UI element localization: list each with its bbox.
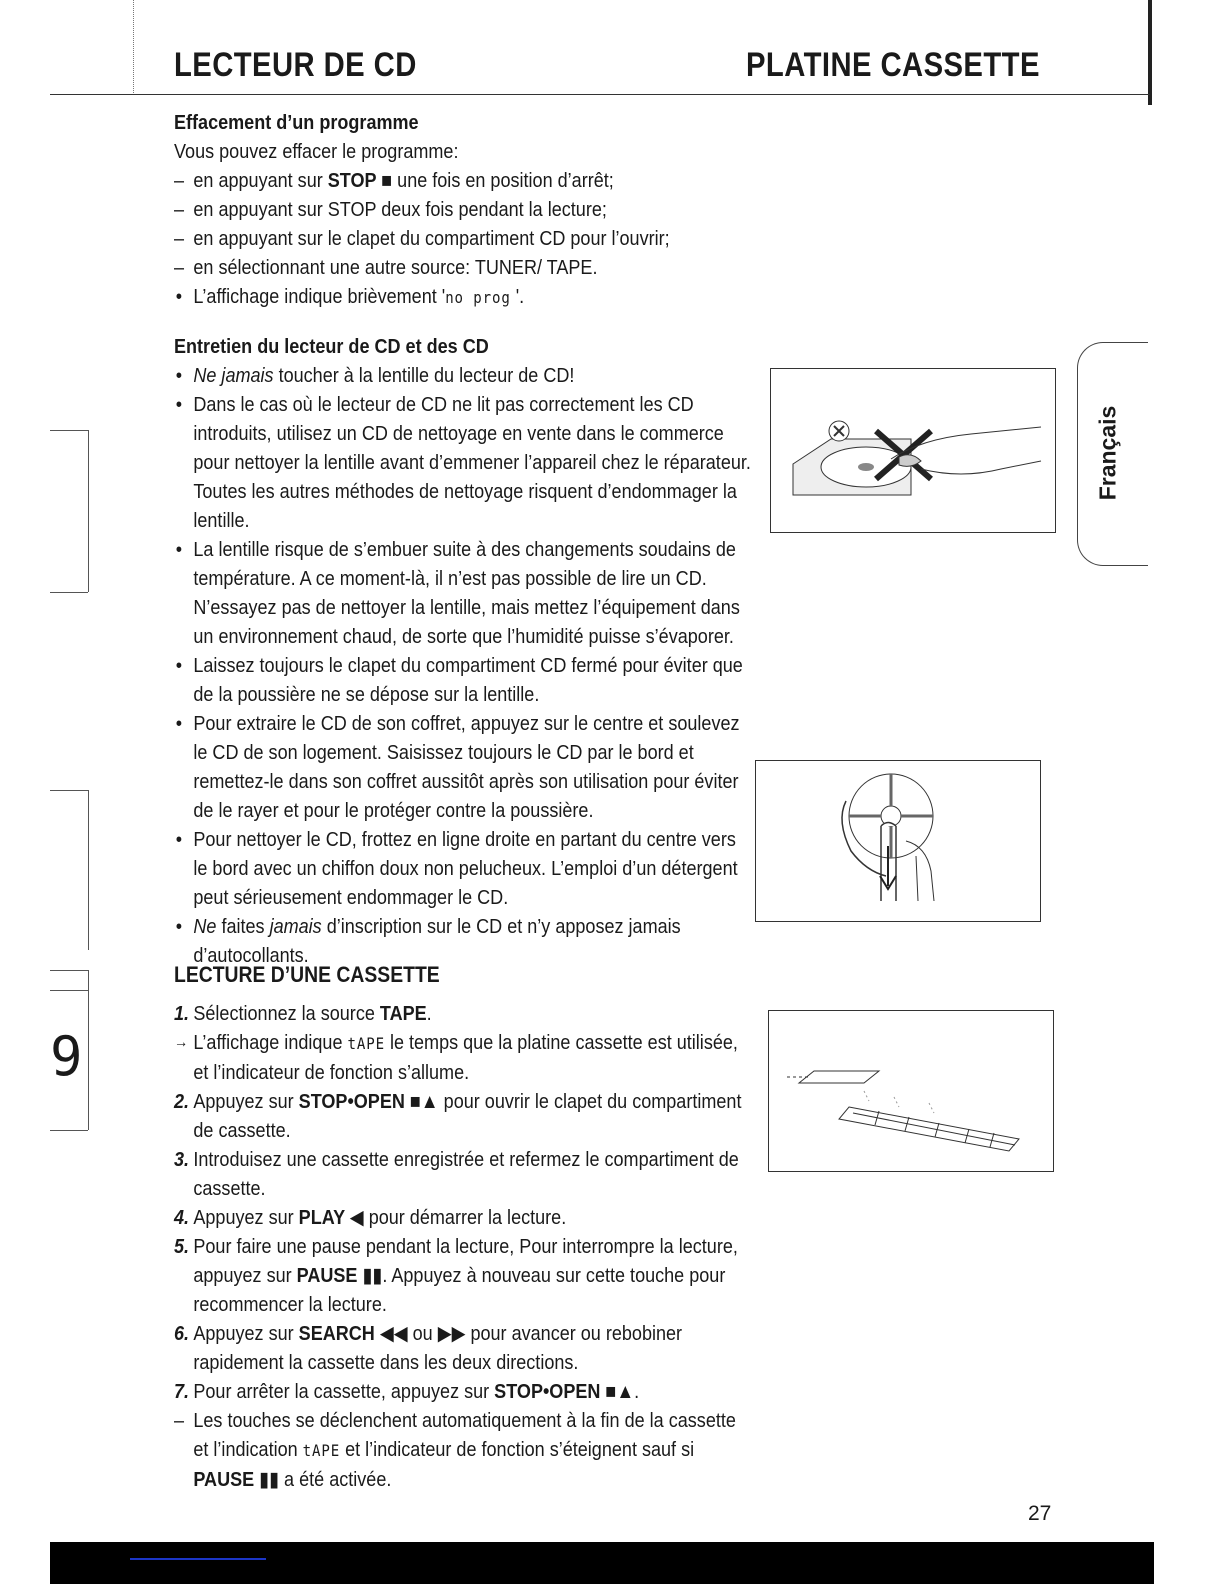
section-title-cassette: PLATINE CASSETTE — [746, 46, 1040, 84]
margin-rule — [50, 990, 88, 991]
bottom-scan-edge — [50, 1542, 1154, 1584]
section-number: 9 — [50, 1025, 83, 1088]
list-item: • Pour nettoyer le CD, frottez en ligne droite en partant du centre vers le bord avec un chiffon doux non pelucheux. L’emploi d’un détergent peut sérieusement endommager le CD. — [174, 825, 755, 912]
page-edge — [1148, 0, 1152, 105]
maintenance-heading: Entretien du lecteur de CD et des CD — [174, 335, 489, 358]
margin-bracket — [50, 430, 89, 592]
step-item: 1. Sélectionnez la source TAPE. — [174, 1002, 432, 1025]
step-result: → L’affichage indique tAPE le temps que la platine cassette est utilisée, et l’indicateur de fonction s’allume. — [174, 1028, 755, 1087]
margin-rule — [50, 430, 88, 431]
lcd-readout: no prog — [445, 288, 511, 307]
cd-handling-drawing — [756, 761, 1040, 921]
lens-warning-illustration — [770, 368, 1056, 533]
lcd-readout: tAPE — [347, 1034, 385, 1053]
step-item: 2. Appuyez sur STOP•OPEN ■▲ pour ouvrir le clapet du compartiment de cassette. — [174, 1090, 742, 1142]
list-item: – en sélectionnant une autre source: TUNER/ TAPE. — [174, 253, 755, 282]
margin-rule — [50, 1130, 88, 1131]
cassette-heading: LECTURE D’UNE CASSETTE — [174, 962, 440, 987]
cd-handling-illustration — [755, 760, 1041, 922]
step-note: – Les touches se déclenchent automatiquement à la fin de la cassette et l’indication tAPE et l’indicateur de fonction s’éteignent sauf si PAUSE ▮▮ a été activée. — [174, 1406, 755, 1494]
margin-guide — [133, 0, 134, 95]
delete-program-heading: Effacement d’un programme — [174, 111, 419, 134]
delete-program-intro: Vous pouvez effacer le programme: — [174, 140, 459, 163]
list-item: • Pour extraire le CD de son coffret, appuyez sur le centre et soulevez le CD de son logement. Saisissez toujours le CD par le bord et remettez-le dans son coffret aussitôt après son utilisation pour éviter de le rayer et pour le protéger contre la poussière. — [174, 709, 755, 825]
list-item: • Ne faites jamais d’inscription sur le CD et n’y apposez jamais d’autocollants. — [174, 912, 755, 970]
list-item: – en appuyant sur STOP ■ une fois en position d’arrêt; — [174, 166, 755, 195]
margin-rule — [50, 592, 88, 593]
list-item: • Ne jamais toucher à la lentille du lecteur de CD! — [174, 361, 755, 390]
list-item: • Dans le cas où le lecteur de CD ne lit pas correctement les CD introduits, utilisez un CD de nettoyage en vente dans le commerce pour nettoyer la lentille avant d’emmener l’appareil chez le réparateur. Toutes les autres méthodes de nettoyage risquent d’endommager la lentille. — [174, 390, 755, 535]
list-item: • La lentille risque de s’embuer suite à des changements soudains de température. A ce moment-là, il n’est pas possible de lire un CD. N’essayez pas de nettoyer la lentille, mais mettez l’équipement dans un environnement chaud, de sorte que l’humidité puisse s’évaporer. — [174, 535, 755, 651]
step-item: 6. Appuyez sur SEARCH ◀◀ ou ▶▶ pour avancer ou rebobiner rapidement la cassette dans les deux directions. — [174, 1322, 683, 1374]
maintenance-section — [174, 332, 764, 970]
bottom-link-line — [130, 1558, 266, 1560]
section-title-cd: LECTEUR DE CD — [174, 46, 417, 84]
step-item: 4. Appuyez sur PLAY ◀ pour démarrer la lecture. — [174, 1206, 567, 1229]
delete-program-section — [174, 108, 764, 312]
cassette-deck-illustration — [768, 1010, 1054, 1172]
list-item: – en appuyant sur le clapet du compartiment CD pour l’ouvrir; — [174, 224, 755, 253]
step-item: 3. Introduisez une cassette enregistrée et refermez le compartiment de cassette. — [174, 1148, 739, 1200]
margin-bracket — [50, 790, 89, 950]
cassette-deck-drawing — [769, 1011, 1053, 1171]
lens-warning-drawing — [771, 369, 1055, 532]
lcd-readout: tAPE — [302, 1441, 341, 1460]
cassette-section — [174, 960, 764, 1494]
list-item: • L’affichage indique brièvement 'no prog '. — [174, 282, 755, 312]
step-item: 7. Pour arrêter la cassette, appuyez sur STOP•OPEN ■▲. — [174, 1380, 640, 1403]
list-item: • Laissez toujours le clapet du compartiment CD fermé pour éviter que de la poussière ne se dépose sur la lentille. — [174, 651, 755, 709]
page-number: 27 — [1028, 1502, 1052, 1525]
header-rule — [50, 94, 1150, 95]
language-label: Français — [1094, 405, 1121, 501]
step-item: 5. Pour faire une pause pendant la lecture, Pour interrompre la lecture, appuyez sur PAUSE ▮▮. Appuyez à nouveau sur cette touche pour recommencer la lecture. — [174, 1235, 738, 1316]
margin-rule — [50, 790, 88, 791]
list-item: – en appuyant sur STOP deux fois pendant la lecture; — [174, 195, 755, 224]
